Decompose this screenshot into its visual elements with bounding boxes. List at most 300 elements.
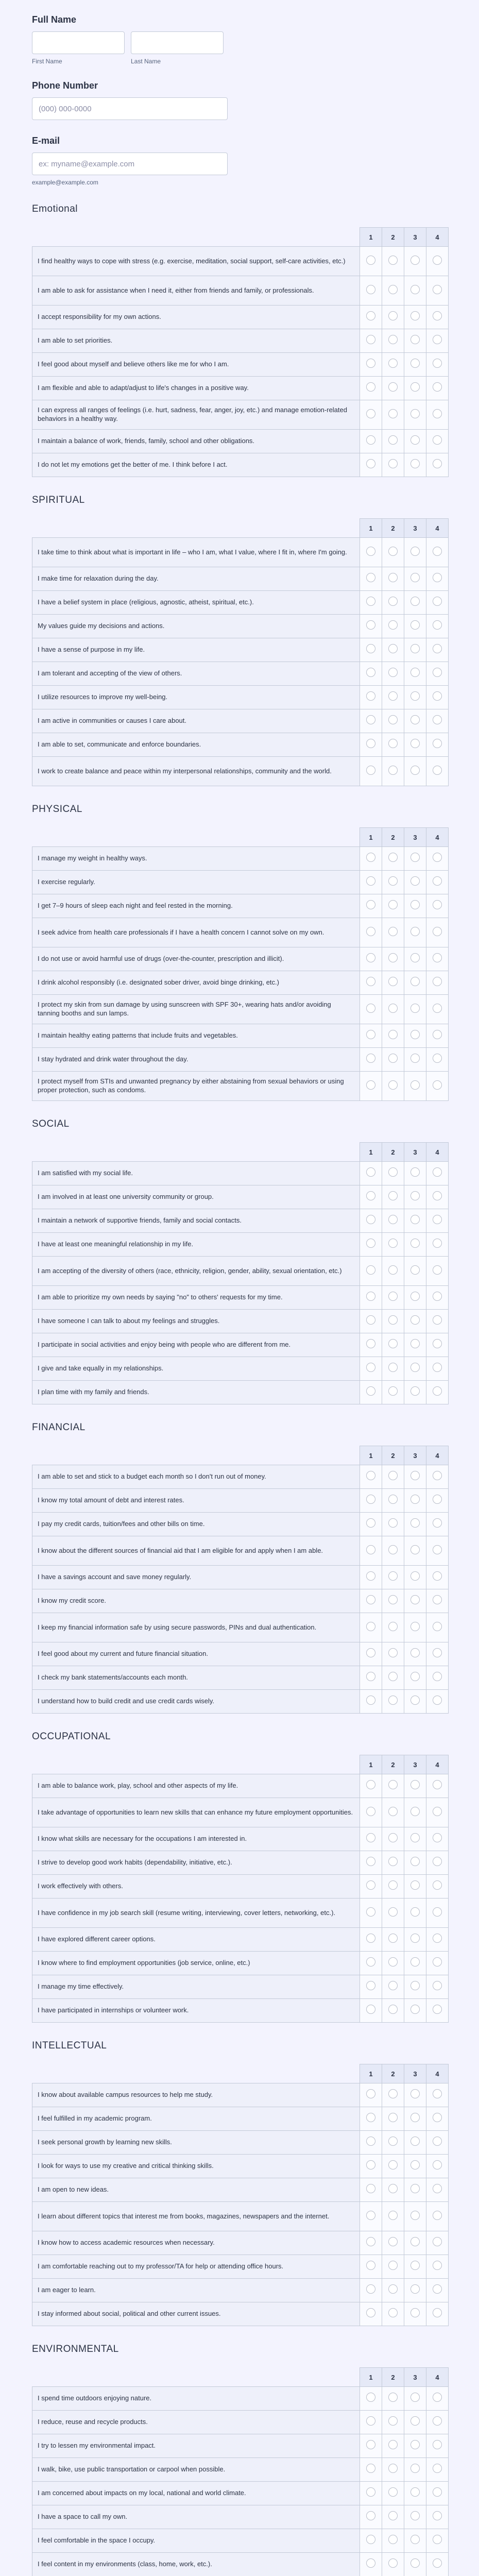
rating-radio[interactable] bbox=[388, 1315, 398, 1325]
rating-radio[interactable] bbox=[410, 2184, 420, 2193]
rating-radio[interactable] bbox=[433, 853, 442, 862]
rating-radio[interactable] bbox=[433, 2440, 442, 2449]
rating-radio[interactable] bbox=[433, 311, 442, 320]
rating-radio[interactable] bbox=[388, 2487, 398, 2497]
rating-radio[interactable] bbox=[410, 1571, 420, 1581]
rating-radio[interactable] bbox=[433, 977, 442, 986]
rating-radio[interactable] bbox=[388, 977, 398, 986]
rating-radio[interactable] bbox=[388, 620, 398, 630]
rating-radio[interactable] bbox=[410, 335, 420, 344]
rating-radio[interactable] bbox=[366, 1054, 375, 1063]
rating-radio[interactable] bbox=[366, 644, 375, 653]
rating-radio[interactable] bbox=[433, 1696, 442, 1705]
rating-radio[interactable] bbox=[410, 1004, 420, 1013]
rating-radio[interactable] bbox=[433, 1957, 442, 1967]
rating-radio[interactable] bbox=[388, 2511, 398, 2520]
rating-radio[interactable] bbox=[388, 927, 398, 936]
rating-radio[interactable] bbox=[366, 2005, 375, 2014]
rating-radio[interactable] bbox=[433, 1571, 442, 1581]
rating-radio[interactable] bbox=[433, 1934, 442, 1943]
rating-radio[interactable] bbox=[388, 853, 398, 862]
rating-radio[interactable] bbox=[388, 2308, 398, 2317]
rating-radio[interactable] bbox=[410, 1907, 420, 1917]
rating-radio[interactable] bbox=[366, 1934, 375, 1943]
rating-radio[interactable] bbox=[410, 1054, 420, 1063]
rating-radio[interactable] bbox=[410, 2089, 420, 2098]
rating-radio[interactable] bbox=[410, 2464, 420, 2473]
rating-radio[interactable] bbox=[388, 2137, 398, 2146]
rating-radio[interactable] bbox=[388, 1907, 398, 1917]
rating-radio[interactable] bbox=[410, 2487, 420, 2497]
rating-radio[interactable] bbox=[388, 285, 398, 294]
rating-radio[interactable] bbox=[410, 1518, 420, 1528]
rating-radio[interactable] bbox=[366, 285, 375, 294]
rating-radio[interactable] bbox=[388, 1471, 398, 1480]
phone-input[interactable] bbox=[32, 97, 228, 120]
first-name-input[interactable] bbox=[32, 31, 125, 54]
rating-radio[interactable] bbox=[433, 1807, 442, 1816]
rating-radio[interactable] bbox=[366, 691, 375, 701]
rating-radio[interactable] bbox=[366, 2089, 375, 2098]
rating-radio[interactable] bbox=[433, 668, 442, 677]
rating-radio[interactable] bbox=[410, 1386, 420, 1396]
rating-radio[interactable] bbox=[410, 853, 420, 862]
rating-radio[interactable] bbox=[366, 1004, 375, 1013]
rating-radio[interactable] bbox=[388, 2535, 398, 2544]
rating-radio[interactable] bbox=[433, 1239, 442, 1248]
rating-radio[interactable] bbox=[410, 1857, 420, 1866]
rating-radio[interactable] bbox=[433, 2184, 442, 2193]
rating-radio[interactable] bbox=[388, 359, 398, 368]
rating-radio[interactable] bbox=[410, 409, 420, 418]
rating-radio[interactable] bbox=[433, 435, 442, 445]
rating-radio[interactable] bbox=[410, 2113, 420, 2122]
rating-radio[interactable] bbox=[366, 2440, 375, 2449]
rating-radio[interactable] bbox=[388, 1191, 398, 1200]
rating-radio[interactable] bbox=[410, 1239, 420, 1248]
rating-radio[interactable] bbox=[388, 1571, 398, 1581]
rating-radio[interactable] bbox=[388, 2464, 398, 2473]
rating-radio[interactable] bbox=[433, 1167, 442, 1177]
rating-radio[interactable] bbox=[433, 1471, 442, 1480]
rating-radio[interactable] bbox=[410, 1167, 420, 1177]
rating-radio[interactable] bbox=[388, 2416, 398, 2426]
rating-radio[interactable] bbox=[366, 927, 375, 936]
rating-radio[interactable] bbox=[388, 256, 398, 265]
rating-radio[interactable] bbox=[388, 2261, 398, 2270]
rating-radio[interactable] bbox=[388, 1167, 398, 1177]
rating-radio[interactable] bbox=[410, 435, 420, 445]
rating-radio[interactable] bbox=[388, 1545, 398, 1554]
rating-radio[interactable] bbox=[366, 2284, 375, 2294]
rating-radio[interactable] bbox=[433, 1648, 442, 1657]
rating-radio[interactable] bbox=[388, 1833, 398, 1842]
rating-radio[interactable] bbox=[433, 2558, 442, 2568]
rating-radio[interactable] bbox=[388, 766, 398, 775]
rating-radio[interactable] bbox=[433, 382, 442, 392]
rating-radio[interactable] bbox=[433, 2005, 442, 2014]
rating-radio[interactable] bbox=[366, 1981, 375, 1990]
rating-radio[interactable] bbox=[410, 2160, 420, 2170]
rating-radio[interactable] bbox=[433, 900, 442, 909]
rating-radio[interactable] bbox=[366, 311, 375, 320]
rating-radio[interactable] bbox=[410, 285, 420, 294]
rating-radio[interactable] bbox=[410, 2284, 420, 2294]
rating-radio[interactable] bbox=[433, 2487, 442, 2497]
rating-radio[interactable] bbox=[388, 382, 398, 392]
rating-radio[interactable] bbox=[433, 547, 442, 556]
rating-radio[interactable] bbox=[410, 2237, 420, 2246]
rating-radio[interactable] bbox=[410, 573, 420, 582]
rating-radio[interactable] bbox=[366, 573, 375, 582]
rating-radio[interactable] bbox=[366, 2308, 375, 2317]
rating-radio[interactable] bbox=[388, 1004, 398, 1013]
rating-radio[interactable] bbox=[433, 2284, 442, 2294]
rating-radio[interactable] bbox=[388, 1292, 398, 1301]
rating-radio[interactable] bbox=[388, 715, 398, 724]
rating-radio[interactable] bbox=[366, 2160, 375, 2170]
rating-radio[interactable] bbox=[410, 597, 420, 606]
rating-radio[interactable] bbox=[410, 900, 420, 909]
rating-radio[interactable] bbox=[410, 1080, 420, 1090]
rating-radio[interactable] bbox=[433, 2464, 442, 2473]
rating-radio[interactable] bbox=[388, 1880, 398, 1890]
rating-radio[interactable] bbox=[433, 1191, 442, 1200]
rating-radio[interactable] bbox=[388, 739, 398, 748]
rating-radio[interactable] bbox=[410, 2137, 420, 2146]
rating-radio[interactable] bbox=[388, 2211, 398, 2220]
rating-radio[interactable] bbox=[388, 1518, 398, 1528]
rating-radio[interactable] bbox=[410, 1292, 420, 1301]
rating-radio[interactable] bbox=[366, 2237, 375, 2246]
rating-radio[interactable] bbox=[433, 1315, 442, 1325]
rating-radio[interactable] bbox=[433, 2261, 442, 2270]
rating-radio[interactable] bbox=[433, 409, 442, 418]
rating-radio[interactable] bbox=[366, 739, 375, 748]
rating-radio[interactable] bbox=[433, 1518, 442, 1528]
rating-radio[interactable] bbox=[366, 1191, 375, 1200]
rating-radio[interactable] bbox=[388, 1934, 398, 1943]
rating-radio[interactable] bbox=[410, 2211, 420, 2220]
rating-radio[interactable] bbox=[433, 2511, 442, 2520]
rating-radio[interactable] bbox=[433, 1622, 442, 1631]
rating-radio[interactable] bbox=[366, 1780, 375, 1789]
rating-radio[interactable] bbox=[433, 1004, 442, 1013]
rating-radio[interactable] bbox=[410, 668, 420, 677]
rating-radio[interactable] bbox=[410, 1315, 420, 1325]
rating-radio[interactable] bbox=[410, 2416, 420, 2426]
rating-radio[interactable] bbox=[410, 1339, 420, 1348]
rating-radio[interactable] bbox=[433, 766, 442, 775]
rating-radio[interactable] bbox=[433, 2160, 442, 2170]
rating-radio[interactable] bbox=[410, 1780, 420, 1789]
rating-radio[interactable] bbox=[366, 977, 375, 986]
rating-radio[interactable] bbox=[410, 256, 420, 265]
rating-radio[interactable] bbox=[366, 547, 375, 556]
rating-radio[interactable] bbox=[366, 1622, 375, 1631]
rating-radio[interactable] bbox=[366, 435, 375, 445]
rating-radio[interactable] bbox=[388, 2237, 398, 2246]
rating-radio[interactable] bbox=[433, 1363, 442, 1372]
rating-radio[interactable] bbox=[433, 1857, 442, 1866]
rating-radio[interactable] bbox=[410, 1957, 420, 1967]
rating-radio[interactable] bbox=[410, 953, 420, 962]
rating-radio[interactable] bbox=[366, 1857, 375, 1866]
rating-radio[interactable] bbox=[388, 2440, 398, 2449]
rating-radio[interactable] bbox=[366, 2511, 375, 2520]
rating-radio[interactable] bbox=[433, 1080, 442, 1090]
rating-radio[interactable] bbox=[433, 1595, 442, 1604]
rating-radio[interactable] bbox=[433, 953, 442, 962]
rating-radio[interactable] bbox=[366, 1807, 375, 1816]
rating-radio[interactable] bbox=[366, 256, 375, 265]
rating-radio[interactable] bbox=[366, 1265, 375, 1275]
rating-radio[interactable] bbox=[433, 2393, 442, 2402]
rating-radio[interactable] bbox=[410, 1648, 420, 1657]
rating-radio[interactable] bbox=[366, 953, 375, 962]
rating-radio[interactable] bbox=[410, 876, 420, 886]
rating-radio[interactable] bbox=[388, 1622, 398, 1631]
rating-radio[interactable] bbox=[410, 2308, 420, 2317]
rating-radio[interactable] bbox=[366, 1518, 375, 1528]
rating-radio[interactable] bbox=[366, 1648, 375, 1657]
rating-radio[interactable] bbox=[410, 1696, 420, 1705]
rating-radio[interactable] bbox=[410, 2440, 420, 2449]
rating-radio[interactable] bbox=[366, 1239, 375, 1248]
rating-radio[interactable] bbox=[366, 382, 375, 392]
rating-radio[interactable] bbox=[366, 2113, 375, 2122]
rating-radio[interactable] bbox=[410, 1265, 420, 1275]
rating-radio[interactable] bbox=[410, 1880, 420, 1890]
rating-radio[interactable] bbox=[433, 359, 442, 368]
rating-radio[interactable] bbox=[410, 691, 420, 701]
rating-radio[interactable] bbox=[410, 644, 420, 653]
rating-radio[interactable] bbox=[433, 2535, 442, 2544]
rating-radio[interactable] bbox=[410, 2558, 420, 2568]
rating-radio[interactable] bbox=[410, 2535, 420, 2544]
rating-radio[interactable] bbox=[388, 2005, 398, 2014]
rating-radio[interactable] bbox=[388, 1780, 398, 1789]
rating-radio[interactable] bbox=[433, 2237, 442, 2246]
rating-radio[interactable] bbox=[410, 715, 420, 724]
rating-radio[interactable] bbox=[366, 2137, 375, 2146]
rating-radio[interactable] bbox=[433, 1672, 442, 1681]
rating-radio[interactable] bbox=[366, 668, 375, 677]
rating-radio[interactable] bbox=[388, 547, 398, 556]
rating-radio[interactable] bbox=[433, 1780, 442, 1789]
rating-radio[interactable] bbox=[366, 853, 375, 862]
rating-radio[interactable] bbox=[366, 1545, 375, 1554]
rating-radio[interactable] bbox=[366, 1339, 375, 1348]
rating-radio[interactable] bbox=[388, 459, 398, 468]
rating-radio[interactable] bbox=[388, 2558, 398, 2568]
rating-radio[interactable] bbox=[388, 1054, 398, 1063]
rating-radio[interactable] bbox=[388, 1363, 398, 1372]
rating-radio[interactable] bbox=[410, 2261, 420, 2270]
rating-radio[interactable] bbox=[433, 1907, 442, 1917]
rating-radio[interactable] bbox=[388, 2184, 398, 2193]
rating-radio[interactable] bbox=[366, 1215, 375, 1224]
rating-radio[interactable] bbox=[388, 2089, 398, 2098]
rating-radio[interactable] bbox=[433, 715, 442, 724]
rating-radio[interactable] bbox=[433, 2137, 442, 2146]
rating-radio[interactable] bbox=[433, 256, 442, 265]
rating-radio[interactable] bbox=[388, 435, 398, 445]
rating-radio[interactable] bbox=[388, 1807, 398, 1816]
rating-radio[interactable] bbox=[410, 1363, 420, 1372]
rating-radio[interactable] bbox=[366, 2184, 375, 2193]
rating-radio[interactable] bbox=[433, 1495, 442, 1504]
rating-radio[interactable] bbox=[433, 2416, 442, 2426]
rating-radio[interactable] bbox=[388, 1265, 398, 1275]
rating-radio[interactable] bbox=[366, 1495, 375, 1504]
rating-radio[interactable] bbox=[366, 1315, 375, 1325]
rating-radio[interactable] bbox=[410, 2393, 420, 2402]
rating-radio[interactable] bbox=[366, 1957, 375, 1967]
rating-radio[interactable] bbox=[366, 597, 375, 606]
rating-radio[interactable] bbox=[366, 1696, 375, 1705]
rating-radio[interactable] bbox=[410, 459, 420, 468]
rating-radio[interactable] bbox=[433, 1545, 442, 1554]
rating-radio[interactable] bbox=[388, 2393, 398, 2402]
rating-radio[interactable] bbox=[433, 2211, 442, 2220]
rating-radio[interactable] bbox=[388, 1339, 398, 1348]
rating-radio[interactable] bbox=[388, 1080, 398, 1090]
rating-radio[interactable] bbox=[366, 1571, 375, 1581]
rating-radio[interactable] bbox=[388, 311, 398, 320]
rating-radio[interactable] bbox=[433, 573, 442, 582]
rating-radio[interactable] bbox=[388, 1030, 398, 1039]
rating-radio[interactable] bbox=[366, 1672, 375, 1681]
rating-radio[interactable] bbox=[366, 459, 375, 468]
rating-radio[interactable] bbox=[366, 1833, 375, 1842]
rating-radio[interactable] bbox=[433, 597, 442, 606]
rating-radio[interactable] bbox=[433, 1265, 442, 1275]
rating-radio[interactable] bbox=[388, 1857, 398, 1866]
rating-radio[interactable] bbox=[410, 2005, 420, 2014]
rating-radio[interactable] bbox=[410, 1495, 420, 1504]
rating-radio[interactable] bbox=[388, 691, 398, 701]
email-input[interactable] bbox=[32, 152, 228, 175]
rating-radio[interactable] bbox=[366, 1386, 375, 1396]
rating-radio[interactable] bbox=[388, 1386, 398, 1396]
rating-radio[interactable] bbox=[433, 927, 442, 936]
rating-radio[interactable] bbox=[410, 1215, 420, 1224]
rating-radio[interactable] bbox=[410, 1981, 420, 1990]
rating-radio[interactable] bbox=[366, 2464, 375, 2473]
rating-radio[interactable] bbox=[410, 1545, 420, 1554]
rating-radio[interactable] bbox=[366, 620, 375, 630]
rating-radio[interactable] bbox=[388, 1215, 398, 1224]
rating-radio[interactable] bbox=[433, 644, 442, 653]
rating-radio[interactable] bbox=[433, 1386, 442, 1396]
rating-radio[interactable] bbox=[366, 2487, 375, 2497]
rating-radio[interactable] bbox=[366, 2558, 375, 2568]
rating-radio[interactable] bbox=[433, 876, 442, 886]
rating-radio[interactable] bbox=[410, 1934, 420, 1943]
rating-radio[interactable] bbox=[388, 1981, 398, 1990]
rating-radio[interactable] bbox=[410, 1030, 420, 1039]
rating-radio[interactable] bbox=[433, 1833, 442, 1842]
rating-radio[interactable] bbox=[410, 547, 420, 556]
rating-radio[interactable] bbox=[433, 691, 442, 701]
rating-radio[interactable] bbox=[410, 382, 420, 392]
rating-radio[interactable] bbox=[366, 766, 375, 775]
rating-radio[interactable] bbox=[410, 1833, 420, 1842]
rating-radio[interactable] bbox=[410, 977, 420, 986]
rating-radio[interactable] bbox=[433, 335, 442, 344]
rating-radio[interactable] bbox=[433, 1880, 442, 1890]
rating-radio[interactable] bbox=[388, 1696, 398, 1705]
rating-radio[interactable] bbox=[366, 2535, 375, 2544]
rating-radio[interactable] bbox=[433, 2308, 442, 2317]
rating-radio[interactable] bbox=[388, 2113, 398, 2122]
rating-radio[interactable] bbox=[410, 1807, 420, 1816]
rating-radio[interactable] bbox=[366, 1167, 375, 1177]
rating-radio[interactable] bbox=[410, 1471, 420, 1480]
rating-radio[interactable] bbox=[410, 927, 420, 936]
rating-radio[interactable] bbox=[366, 1595, 375, 1604]
rating-radio[interactable] bbox=[388, 1595, 398, 1604]
rating-radio[interactable] bbox=[366, 1907, 375, 1917]
rating-radio[interactable] bbox=[366, 900, 375, 909]
rating-radio[interactable] bbox=[433, 1054, 442, 1063]
rating-radio[interactable] bbox=[433, 620, 442, 630]
rating-radio[interactable] bbox=[410, 766, 420, 775]
rating-radio[interactable] bbox=[366, 1471, 375, 1480]
rating-radio[interactable] bbox=[433, 739, 442, 748]
rating-radio[interactable] bbox=[366, 335, 375, 344]
rating-radio[interactable] bbox=[433, 1030, 442, 1039]
rating-radio[interactable] bbox=[388, 1672, 398, 1681]
rating-radio[interactable] bbox=[366, 409, 375, 418]
rating-radio[interactable] bbox=[410, 1622, 420, 1631]
rating-radio[interactable] bbox=[410, 359, 420, 368]
last-name-input[interactable] bbox=[131, 31, 224, 54]
rating-radio[interactable] bbox=[366, 2416, 375, 2426]
rating-radio[interactable] bbox=[410, 1672, 420, 1681]
rating-radio[interactable] bbox=[410, 311, 420, 320]
rating-radio[interactable] bbox=[433, 1215, 442, 1224]
rating-radio[interactable] bbox=[388, 2160, 398, 2170]
rating-radio[interactable] bbox=[388, 573, 398, 582]
rating-radio[interactable] bbox=[433, 1339, 442, 1348]
rating-radio[interactable] bbox=[388, 1495, 398, 1504]
rating-radio[interactable] bbox=[366, 359, 375, 368]
rating-radio[interactable] bbox=[388, 876, 398, 886]
rating-radio[interactable] bbox=[388, 644, 398, 653]
rating-radio[interactable] bbox=[366, 1880, 375, 1890]
rating-radio[interactable] bbox=[433, 2089, 442, 2098]
rating-radio[interactable] bbox=[410, 2511, 420, 2520]
rating-radio[interactable] bbox=[388, 1957, 398, 1967]
rating-radio[interactable] bbox=[366, 876, 375, 886]
rating-radio[interactable] bbox=[388, 2284, 398, 2294]
rating-radio[interactable] bbox=[366, 2261, 375, 2270]
rating-radio[interactable] bbox=[433, 459, 442, 468]
rating-radio[interactable] bbox=[433, 285, 442, 294]
rating-radio[interactable] bbox=[388, 953, 398, 962]
rating-radio[interactable] bbox=[366, 1080, 375, 1090]
rating-radio[interactable] bbox=[433, 1981, 442, 1990]
rating-radio[interactable] bbox=[388, 409, 398, 418]
rating-radio[interactable] bbox=[388, 1239, 398, 1248]
rating-radio[interactable] bbox=[388, 900, 398, 909]
rating-radio[interactable] bbox=[433, 2113, 442, 2122]
rating-radio[interactable] bbox=[410, 739, 420, 748]
rating-radio[interactable] bbox=[410, 1595, 420, 1604]
rating-radio[interactable] bbox=[366, 2393, 375, 2402]
